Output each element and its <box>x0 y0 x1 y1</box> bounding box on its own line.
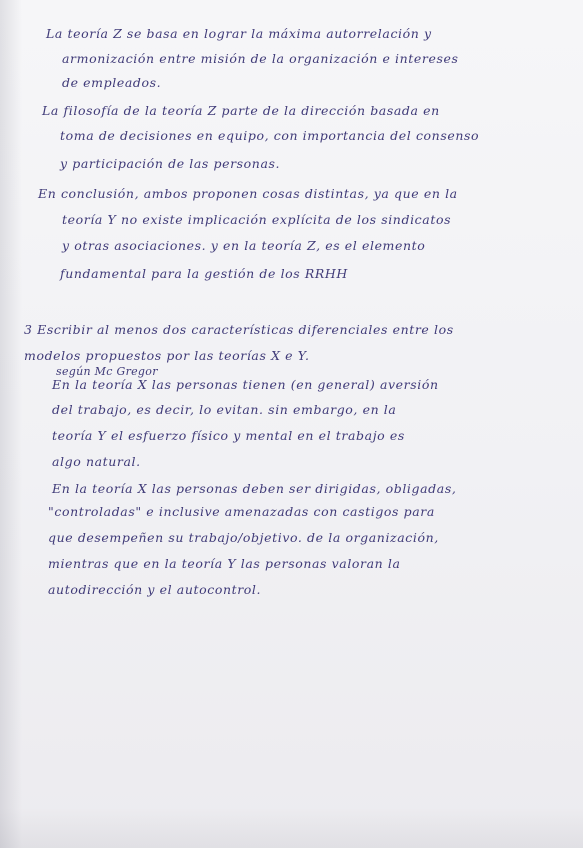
text-line-9: y otras asociaciones. y en la teoría Z, es el elemento <box>62 238 426 253</box>
text-line-7: En conclusión, ambos proponen cosas distintas, ya que en la <box>38 186 458 201</box>
answer-line-4: algo natural. <box>52 454 141 469</box>
question-3-line-1: 3 Escribir al menos dos características diferenciales entre los <box>24 322 454 337</box>
text-line-3: de empleados. <box>62 75 162 90</box>
answer-line-6: "controladas" e inclusive amenazadas con castigos para <box>48 504 435 519</box>
question-3-line-2: modelos propuestos por las teorías X e Y. <box>24 348 310 363</box>
text-line-6: y participación de las personas. <box>60 156 281 171</box>
text-line-1: La teoría Z se basa en lograr la máxima autorrelación y <box>46 26 432 41</box>
text-line-10: fundamental para la gestión de los RRHH <box>60 266 348 281</box>
annotation-segun-mcgregor: según Mc Gregor <box>56 365 158 378</box>
page-shadow-left <box>0 0 22 848</box>
answer-line-9: autodirección y el autocontrol. <box>48 582 262 597</box>
answer-line-1: En la teoría X las personas tienen (en general) aversión <box>52 377 439 392</box>
text-line-2: armonización entre misión de la organización e intereses <box>62 51 459 66</box>
answer-line-8: mientras que en la teoría Y las personas valoran la <box>48 556 401 571</box>
answer-line-5: En la teoría X las personas deben ser dirigidas, obligadas, <box>52 481 457 496</box>
text-line-8: teoría Y no existe implicación explícita de los sindicatos <box>62 212 452 227</box>
text-line-5: toma de decisiones en equipo, con importancia del consenso <box>60 128 480 143</box>
text-line-4: La filosofía de la teoría Z parte de la dirección basada en <box>42 103 440 118</box>
answer-line-3: teoría Y el esfuerzo físico y mental en el trabajo es <box>52 428 405 443</box>
answer-line-7: que desempeñen su trabajo/objetivo. de la organización, <box>48 530 439 545</box>
answer-line-2: del trabajo, es decir, lo evitan. sin embargo, en la <box>52 402 397 417</box>
page-shadow-bottom <box>0 808 583 848</box>
